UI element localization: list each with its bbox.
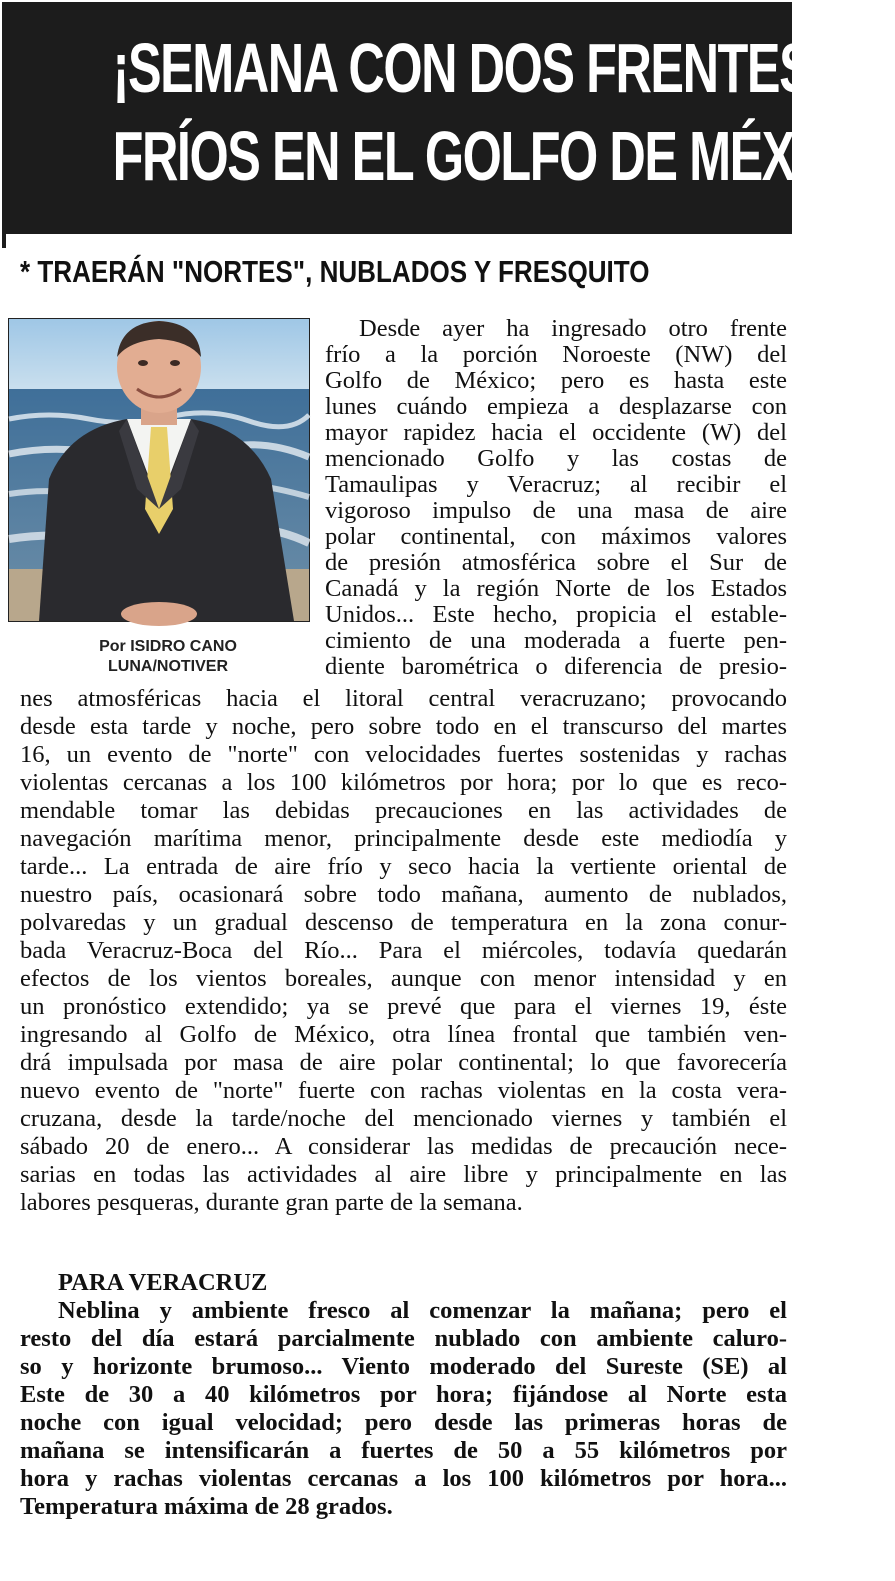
body-line: de presión atmosférica sobre el Sur de bbox=[325, 549, 787, 576]
subheadline: * TRAERÁN "NORTES", NUBLADOS Y FRESQUITO bbox=[20, 254, 650, 289]
headline-line-1: ¡SEMANA CON DOS FRENTES bbox=[112, 29, 812, 107]
body-line: diente barométrica o diferencia de presio- bbox=[325, 653, 787, 680]
section-line: Temperatura máxima de 28 grados. bbox=[20, 1493, 393, 1520]
body-line: drá impulsada por masa de aire polar continental; lo que favorecería bbox=[20, 1049, 787, 1076]
body-line: lunes cuándo empieza a desplazarse con bbox=[325, 393, 787, 420]
body-line: nes atmosféricas hacia el litoral central veracruzano; provocando bbox=[20, 685, 787, 712]
body-line: 16, un evento de "norte" con velocidades fuertes sostenidas y rachas bbox=[20, 741, 787, 768]
section-line: so y horizonte brumoso... Viento moderado del Sureste (SE) al bbox=[20, 1353, 787, 1380]
body-line: nuestro país, ocasionará sobre todo mañana, aumento de nublados, bbox=[20, 881, 787, 908]
body-line: bada Veracruz-Boca del Río... Para el miércoles, todavía quedarán bbox=[20, 937, 787, 964]
body-line: efectos de los vientos boreales, aunque con menor intensidad y en bbox=[20, 965, 787, 992]
body-line: Golfo de México; pero es hasta este bbox=[325, 367, 787, 394]
body-line: un pronóstico extendido; ya se prevé que para el viernes 19, éste bbox=[20, 993, 787, 1020]
body-line: vigoroso impulso de una masa de aire bbox=[325, 497, 787, 524]
body-line: nuevo evento de "norte" fuerte con rachas violentas en la costa vera- bbox=[20, 1077, 787, 1104]
section-line: resto del día estará parcialmente nublado con ambiente caluro- bbox=[20, 1325, 787, 1352]
body-line: cimiento de una moderada a fuerte pen- bbox=[325, 627, 787, 654]
byline bbox=[8, 637, 328, 677]
section-line: mañana se intensificarán a fuertes de 50 a 55 kilómetros por bbox=[20, 1437, 787, 1464]
byline-source: LUNA/NOTIVER bbox=[108, 658, 228, 675]
body-line: sábado 20 de enero... A considerar las medidas de precaución nece- bbox=[20, 1133, 787, 1160]
section-line: Este de 30 a 40 kilómetros por hora; fijándose al Norte esta bbox=[20, 1381, 787, 1408]
section-line: Neblina y ambiente fresco al comenzar la mañana; pero el bbox=[58, 1297, 787, 1324]
body-line: mayor rapidez hacia el occidente (W) del bbox=[325, 419, 787, 446]
body-line: frío a la porción Noroeste (NW) del bbox=[325, 341, 787, 368]
body-line: Canadá y la región Norte de los Estados bbox=[325, 575, 787, 602]
headline-banner bbox=[2, 2, 895, 234]
body-line: ingresando al Golfo de México, otra línea frontal que también ven- bbox=[20, 1021, 787, 1048]
body-line: polar continental, con máximos valores bbox=[325, 523, 787, 550]
body-line: mencionado Golfo y las costas de bbox=[325, 445, 787, 472]
body-line: sarias en todas las actividades al aire libre y principalmente en las bbox=[20, 1161, 787, 1188]
headline bbox=[112, 24, 895, 200]
body-line: cruzana, desde la tarde/noche del mencionado viernes y también el bbox=[20, 1105, 787, 1132]
body-line: desde esta tarde y noche, pero sobre todo en el transcurso del martes bbox=[20, 713, 787, 740]
author-portrait-image bbox=[9, 319, 309, 621]
body-line: mendable tomar las debidas precauciones en las actividades de bbox=[20, 797, 787, 824]
body-line: tarde... La entrada de aire frío y seco hacia la vertiente oriental de bbox=[20, 853, 787, 880]
section-line: noche con igual velocidad; pero desde las primeras horas de bbox=[20, 1409, 787, 1436]
body-line: Desde ayer ha ingresado otro frente bbox=[359, 315, 787, 342]
body-line: labores pesqueras, durante gran parte de la semana. bbox=[20, 1189, 523, 1216]
byline-author: Por ISIDRO CANO bbox=[99, 638, 237, 655]
body-line: Tamaulipas y Veracruz; al recibir el bbox=[325, 471, 787, 498]
body-line: polvaredas y un gradual descenso de temperatura en la zona conur- bbox=[20, 909, 787, 936]
body-line: navegación marítima menor, principalmente desde este mediodía y bbox=[20, 825, 787, 852]
headline-line-2: FRÍOS EN EL GOLFO DE MÉXICO! bbox=[112, 117, 895, 195]
author-photo bbox=[8, 318, 310, 622]
body-line: violentas cercanas a los 100 kilómetros por hora; por lo que es reco- bbox=[20, 769, 787, 796]
section-line: hora y rachas violentas cercanas a los 100 kilómetros por hora... bbox=[20, 1465, 787, 1492]
body-line: Unidos... Este hecho, propicia el estable- bbox=[325, 601, 787, 628]
section-title: PARA VERACRUZ bbox=[58, 1269, 268, 1296]
